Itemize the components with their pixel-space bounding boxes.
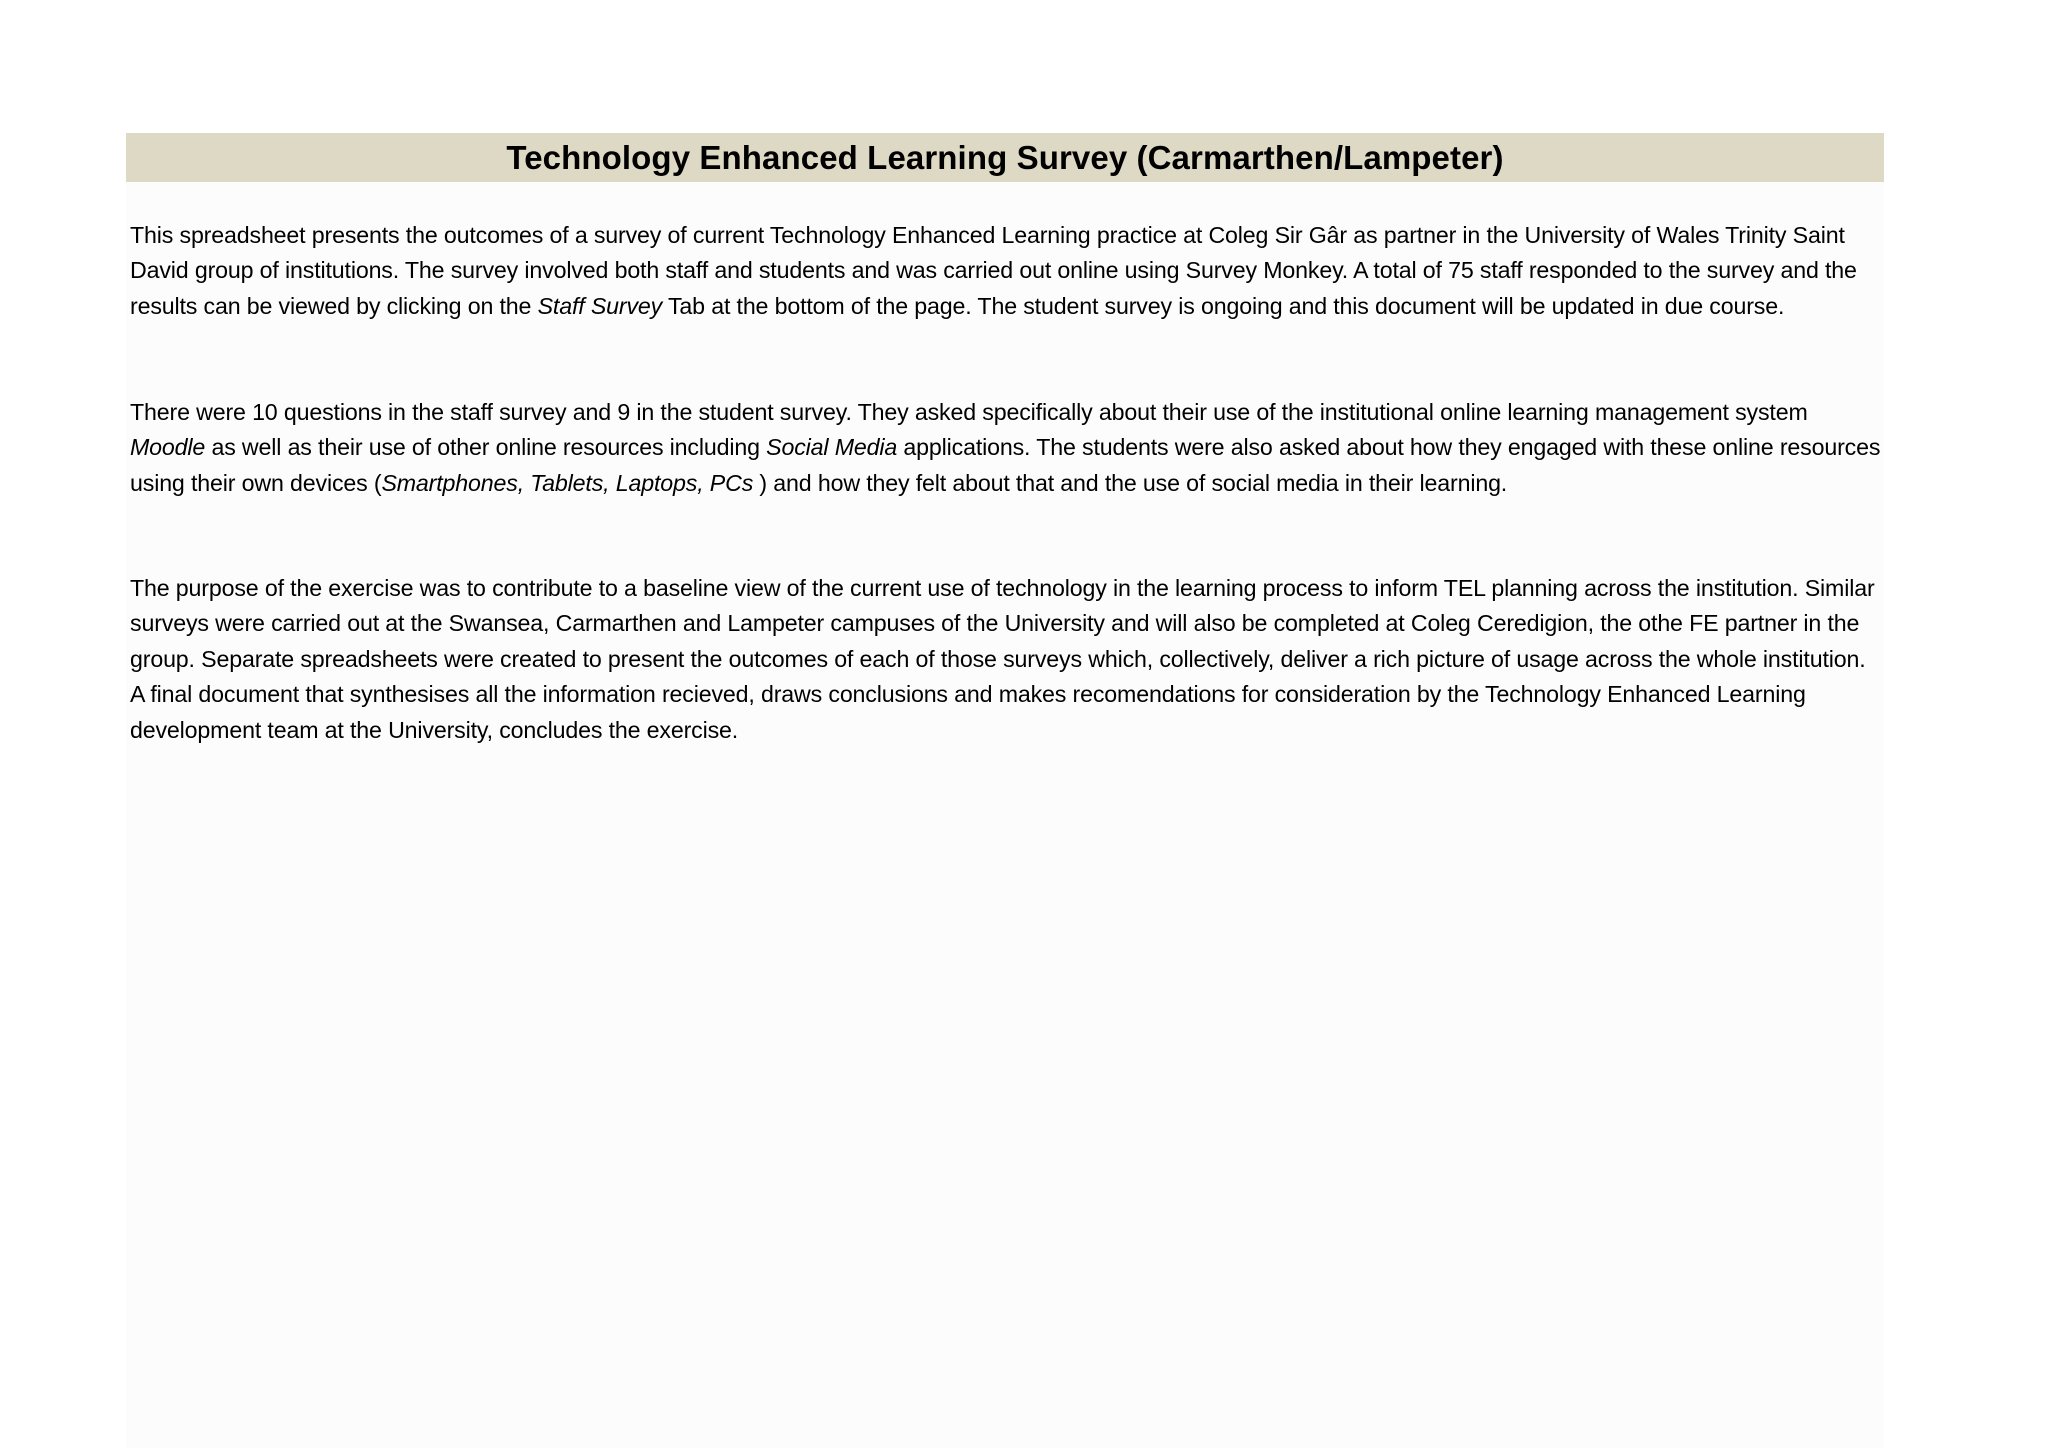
- questions-paragraph: [130, 395, 1882, 501]
- questions-text-3: applications. The students were also asked about how they engaged with these online resources using their own devices (: [130, 434, 1881, 496]
- intro-text: This spreadsheet presents the outcomes of a survey of current Technology Enhanced Learning practice at Coleg Sir Gâr as partner in the University of Wales Trinity Saint David group of institutions. The survey involved both staff and students and was carried out online using Survey Monkey. A total of 75 staff responded to the survey and the results can be viewed by clicking on the: [130, 222, 1857, 319]
- moodle-term: Moodle: [130, 434, 206, 461]
- questions-text-4: ) and how they felt about that and the use of social media in their learning.: [753, 469, 1508, 496]
- devices-term: Smartphones, Tablets, Laptops, PCs: [381, 469, 754, 496]
- intro-text-end: Tab at the bottom of the page. The student survey is ongoing and this document will be updated in due course.: [662, 292, 1785, 319]
- purpose-paragraph: The purpose of the exercise was to contribute to a baseline view of the current use of technology in the learning process to inform TEL planning across the institution. Similar surveys were carried out at the Swansea, Carmarthen and Lampeter campuses of the University and will also be completed at Coleg Ceredigion, the othe FE partner in the group. Separate spreadsheets were created to present the outcomes of each of those surveys which, collectively, deliver a rich picture of usage across the whole institution. A final document that synthesises all the information recieved, draws conclusions and makes recomendations for consideration by the Technology Enhanced Learning development team at the University, concludes the exercise.: [130, 575, 1875, 743]
- social-media-term: Social Media: [766, 434, 898, 461]
- staff-survey-tab-reference: Staff Survey: [537, 292, 663, 319]
- questions-text-2: as well as their use of other online resources including: [205, 434, 767, 461]
- sheet-content-area: [126, 133, 1884, 1448]
- questions-text-1: There were 10 questions in the staff survey and 9 in the student survey. They asked specifically about their use of the institutional online learning management system: [130, 399, 1808, 425]
- intro-paragraph: [130, 218, 1882, 324]
- title-banner: [126, 133, 1884, 182]
- page-title: Technology Enhanced Learning Survey (Carmarthen/Lampeter): [506, 138, 1504, 176]
